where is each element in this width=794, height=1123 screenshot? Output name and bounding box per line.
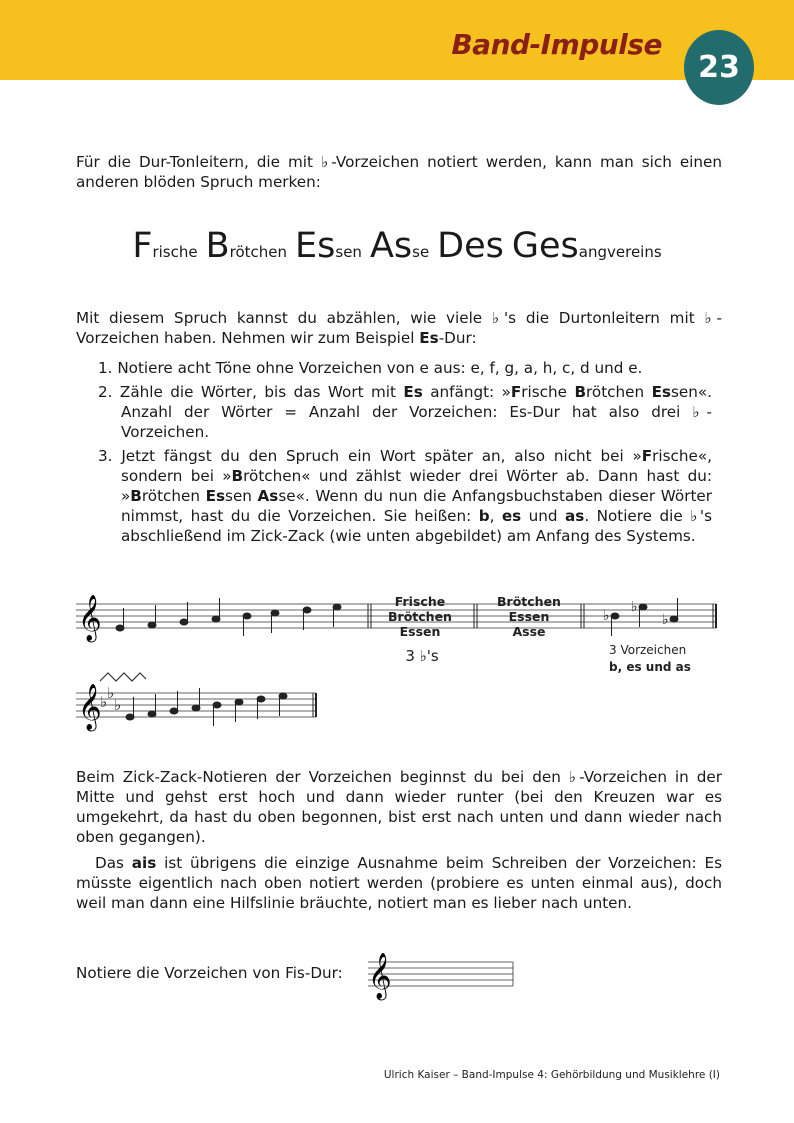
bold-text: B bbox=[231, 467, 244, 485]
bold-text: Es bbox=[403, 383, 423, 401]
exercise-label: Notiere die Vorzeichen von Fis-Dur: bbox=[76, 964, 343, 982]
bold-text: b bbox=[478, 507, 490, 525]
flat-icon: ♭ bbox=[114, 696, 122, 714]
paragraph-2 bbox=[76, 767, 722, 847]
paragraph-1 bbox=[76, 308, 722, 348]
flat-count-caption: 3 ♭'s bbox=[405, 647, 439, 665]
accidentals-names bbox=[609, 660, 691, 674]
box1-word: Frische bbox=[394, 594, 446, 609]
box1-word: Brötchen bbox=[388, 609, 452, 624]
bold-text: ais bbox=[131, 854, 157, 872]
box2-word: Brötchen bbox=[497, 594, 561, 609]
text: und bbox=[521, 507, 566, 525]
motto-capital: Es bbox=[295, 226, 336, 266]
bold-text: as bbox=[565, 507, 585, 525]
text: sen bbox=[225, 487, 258, 505]
text: Das bbox=[95, 854, 132, 872]
text: Mit diesem Spruch kannst du abzählen, wie viele ♭'s die Durtonleitern mit ♭-Vorzeichen haben. Nehmen wir zum Beispiel bbox=[76, 309, 722, 347]
motto-rest: se bbox=[412, 243, 430, 261]
text: 2. Zähle die Wörter, bis das Wort mit bbox=[98, 383, 404, 401]
box2-word: Essen bbox=[508, 609, 550, 624]
flat-icon: ♭ bbox=[603, 608, 610, 624]
motto-capital: B bbox=[205, 226, 230, 266]
bold-text: F bbox=[510, 383, 522, 401]
treble-clef-icon: 𝄞 bbox=[78, 595, 102, 641]
motto-rest: sen bbox=[335, 243, 362, 261]
bold-text: Es bbox=[419, 329, 439, 347]
text: se«. Wenn du nun die Anfangsbuchstaben dieser Wörter nimmst, hast du die Vorzeichen. Sie heißen: bbox=[121, 487, 712, 525]
text: rötchen bbox=[586, 383, 652, 401]
flat-icon: ♭ bbox=[631, 599, 638, 615]
bold-text: F bbox=[641, 447, 653, 465]
motto-capital: F bbox=[132, 226, 153, 266]
motto-word bbox=[206, 226, 287, 266]
box1-word: Essen bbox=[399, 624, 441, 639]
text: rische bbox=[521, 383, 575, 401]
bold-text: Es bbox=[205, 487, 226, 505]
text: 1. Notiere acht Töne ohne Vorzeichen von e aus: e, f, g, a, h, c, d und e. bbox=[98, 359, 643, 377]
motto-word bbox=[370, 226, 429, 266]
list-item bbox=[76, 358, 712, 378]
zigzag-line bbox=[100, 673, 146, 681]
motto-capital: As bbox=[369, 226, 413, 266]
motto-capital: Des bbox=[437, 226, 504, 266]
list-item bbox=[76, 382, 712, 442]
motto-rest: angvereins bbox=[578, 243, 662, 261]
flat-icon: ♭ bbox=[107, 684, 115, 702]
text: -Dur: bbox=[438, 329, 477, 347]
motto-word bbox=[437, 226, 504, 266]
text: sen«. Anzahl der Wörter = Anzahl der Vorzeichen: Es-Dur hat also drei ♭-Vorzeichen. bbox=[121, 383, 712, 441]
text: ist übrigens die einzige Ausnahme beim Schreiben der Vorzeichen: Es müsste eigentlich nach oben notiert werden (probiere es unten einmal aus), doch weil man dann eine Hilfslinie bräuchte, notiert man es lieber nach unten. bbox=[76, 854, 722, 912]
bold-text: As bbox=[257, 487, 279, 505]
flat-icon: ♭ bbox=[662, 612, 669, 628]
motto-word bbox=[512, 226, 662, 266]
instruction-list bbox=[76, 358, 712, 546]
bold-text: Es bbox=[651, 383, 671, 401]
text: . Notiere die ♭'s abschließend im Zick-Zack (wie unten abgebildet) am Anfang des Systems. bbox=[121, 507, 713, 545]
accidental-b: b bbox=[609, 660, 618, 674]
motto-rest: rötchen bbox=[229, 243, 288, 261]
text: rische«, sondern bei » bbox=[121, 447, 712, 485]
text: 3. Jetzt fängst du den Spruch ein Wort später an, also nicht bei » bbox=[98, 447, 642, 465]
motto-word bbox=[295, 226, 362, 266]
accidentals-rest: , es und as bbox=[617, 660, 691, 674]
treble-clef-icon: 𝄞 bbox=[368, 953, 392, 999]
header-title: Band-Impulse bbox=[451, 28, 662, 61]
bold-text: B bbox=[574, 383, 587, 401]
text: rötchen« und zählst wieder drei Wörter ab. Dann hast du: » bbox=[121, 467, 712, 505]
text: rötchen bbox=[141, 487, 206, 505]
motto-rest: rische bbox=[152, 243, 198, 261]
text: Für die Dur-Tonleitern, die mit ♭-Vorzeichen notiert werden, kann man sich einen anderen blöden Spruch merken: bbox=[76, 153, 722, 191]
header-band bbox=[0, 0, 794, 80]
bold-text: es bbox=[501, 507, 522, 525]
exercise-staff[interactable] bbox=[360, 945, 520, 1005]
text: , bbox=[489, 507, 502, 525]
list-item bbox=[76, 446, 712, 546]
page-number-badge: 23 bbox=[684, 30, 754, 105]
bold-text: B bbox=[130, 487, 142, 505]
motto bbox=[0, 226, 794, 266]
text: Beim Zick-Zack-Notieren der Vorzeichen beginnst du bei den ♭-Vorzeichen in der Mitte und gehst erst hoch und dann wieder runter (bei den Kreuzen war es umgekehrt, da hast du oben begonnen, bist erst nach unten und dann wieder nach oben gegangen). bbox=[76, 768, 722, 846]
intro-paragraph bbox=[76, 152, 722, 192]
footer: Ulrich Kaiser – Band-Impulse 4: Gehörbildung und Musiklehre (I) bbox=[383, 1069, 720, 1081]
music-example bbox=[0, 580, 794, 740]
paragraph-3 bbox=[76, 853, 722, 913]
flat-icon: ♭ bbox=[100, 693, 108, 711]
accidentals-caption: 3 Vorzeichen bbox=[609, 643, 687, 657]
box2-word: Asse bbox=[512, 624, 546, 639]
motto-word bbox=[132, 226, 197, 266]
motto-capital: Ges bbox=[511, 226, 579, 266]
text: anfängt: » bbox=[422, 383, 511, 401]
treble-clef-icon: 𝄞 bbox=[78, 684, 102, 730]
